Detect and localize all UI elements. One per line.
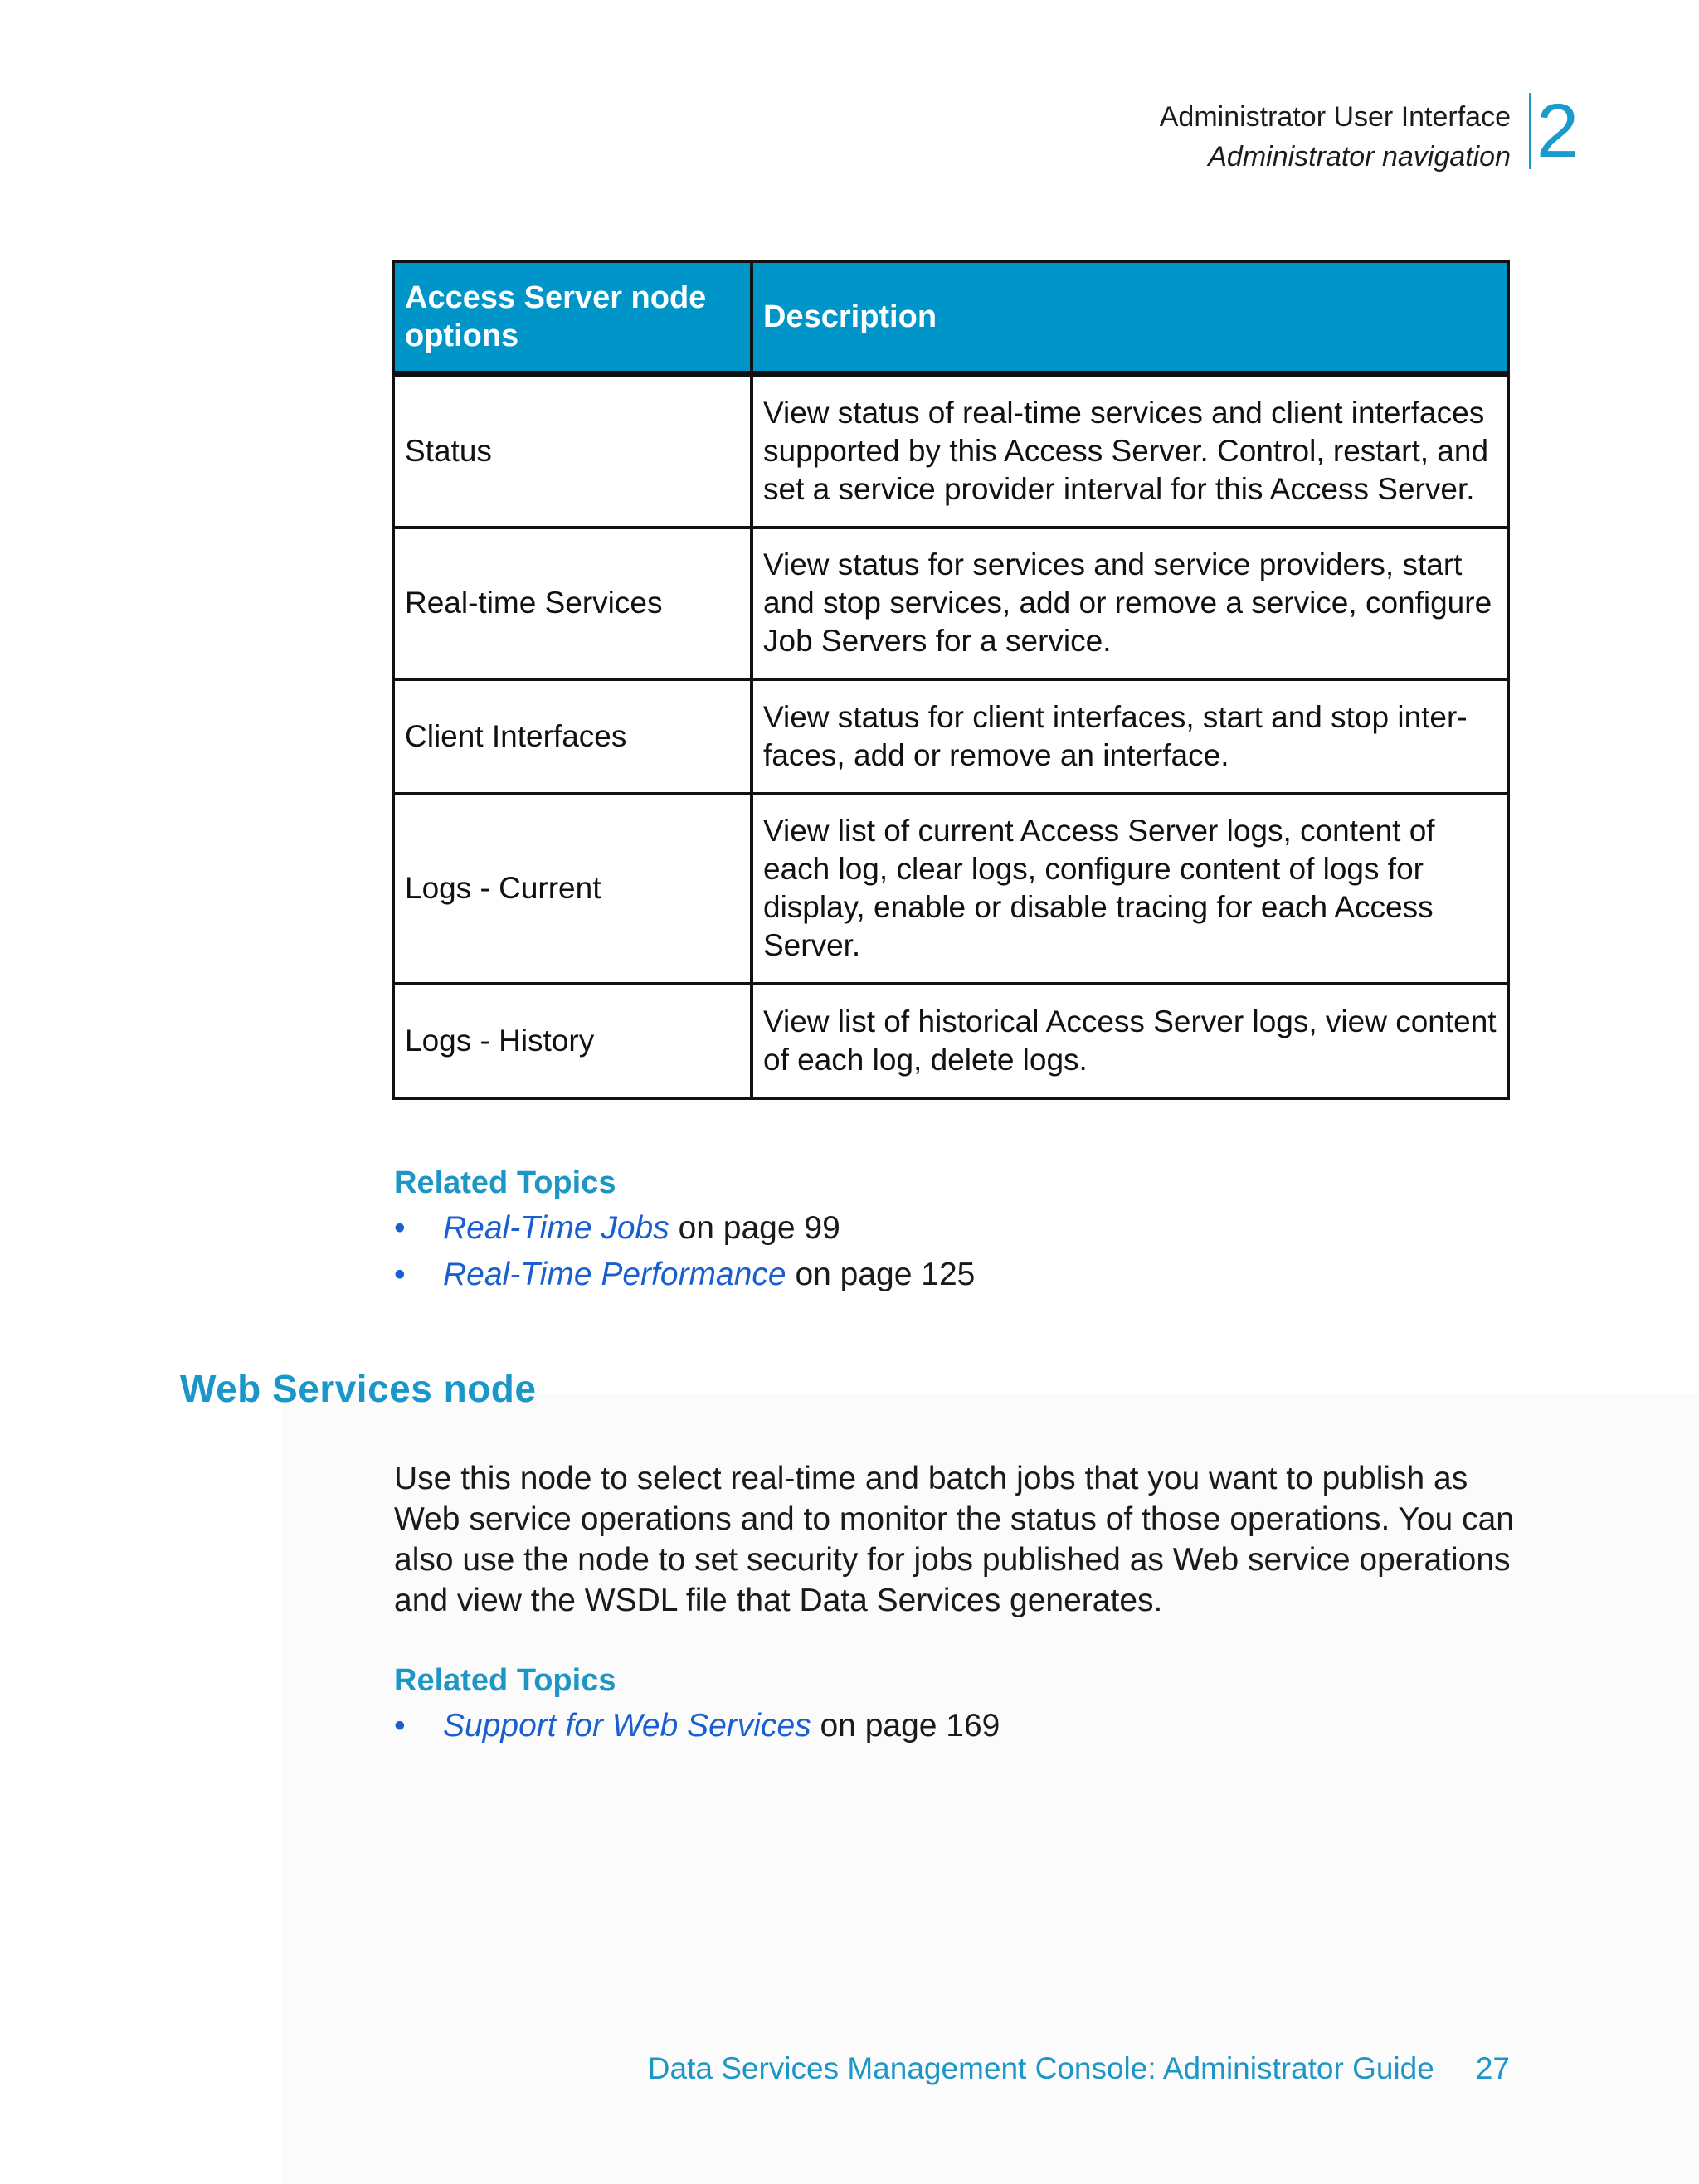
related-topics-list bbox=[394, 1205, 975, 1298]
table-row bbox=[393, 679, 1508, 794]
running-head bbox=[1160, 97, 1511, 177]
list-item bbox=[394, 1205, 975, 1252]
related-topics-web-services bbox=[394, 1658, 1000, 1749]
section-body: Use this node to select real-time and batch jobs that you want to publish as Web service operations and to monitor the status of those operations. You can also use the node to set security for jobs published as Web service operations and view the WSDL file that Data Services generates. bbox=[394, 1461, 1514, 1618]
table-header-options: Access Server node options bbox=[393, 261, 752, 374]
link-real-time-performance[interactable]: Real-Time Performance bbox=[443, 1257, 786, 1292]
table-cell-description: View status for services and service providers, start and stop services, add or remove a service, configure Job Servers for a service. bbox=[752, 528, 1508, 679]
link-real-time-jobs[interactable]: Real-Time Jobs bbox=[443, 1210, 669, 1246]
related-topics-heading: Related Topics bbox=[394, 1165, 616, 1200]
bullet: • bbox=[394, 1708, 406, 1744]
table-cell-option: Status bbox=[393, 374, 752, 528]
related-topics-list bbox=[394, 1703, 1000, 1749]
running-head-subtitle: Administrator navigation bbox=[1208, 141, 1511, 173]
table-cell-option: Client Interfaces bbox=[393, 679, 752, 794]
table-row bbox=[393, 984, 1508, 1098]
chapter-number: 2 bbox=[1529, 93, 1579, 169]
table-cell-description: View list of current Access Server logs, content of each log, clear logs, configure content of logs for display, enable or disable tracing for each Access Server. bbox=[752, 794, 1508, 984]
page-ref: on page 125 bbox=[786, 1257, 976, 1292]
running-head-title: Administrator User Interface bbox=[1159, 101, 1511, 133]
link-support-for-web-services[interactable]: Support for Web Services bbox=[443, 1708, 811, 1744]
bullet: • bbox=[394, 1257, 406, 1292]
table-cell-description: View status for client interfaces, start and stop inter-faces, add or remove an interface. bbox=[752, 679, 1508, 794]
table-cell-description: View status of real-time services and client interfaces supported by this Access Server. Control, restart, and set a service provider interval for this Access Server. bbox=[752, 374, 1508, 528]
table-cell-description: View list of historical Access Server logs, view content of each log, delete logs. bbox=[752, 984, 1508, 1098]
table-row bbox=[393, 528, 1508, 679]
footer-title: Data Services Management Console: Administrator Guide bbox=[647, 2051, 1434, 2085]
access-server-options-table bbox=[392, 260, 1510, 1100]
table-cell-option: Logs - Current bbox=[393, 794, 752, 984]
table-cell-option: Real-time Services bbox=[393, 528, 752, 679]
page-ref: on page 169 bbox=[811, 1708, 1000, 1744]
page-number: 27 bbox=[1475, 2051, 1510, 2085]
section-heading: Web Services node bbox=[180, 1367, 537, 1410]
list-item bbox=[394, 1703, 1000, 1749]
table-header-description: Description bbox=[752, 261, 1508, 374]
table-row bbox=[393, 794, 1508, 984]
table-header-row bbox=[393, 261, 1508, 374]
table-cell-option: Logs - History bbox=[393, 984, 752, 1098]
page-footer bbox=[648, 2047, 1510, 2090]
related-topics-table bbox=[394, 1160, 975, 1298]
bullet: • bbox=[394, 1210, 406, 1246]
page-ref: on page 99 bbox=[669, 1210, 840, 1246]
table-row bbox=[393, 374, 1508, 528]
list-item bbox=[394, 1252, 975, 1298]
related-topics-heading: Related Topics bbox=[394, 1663, 616, 1698]
